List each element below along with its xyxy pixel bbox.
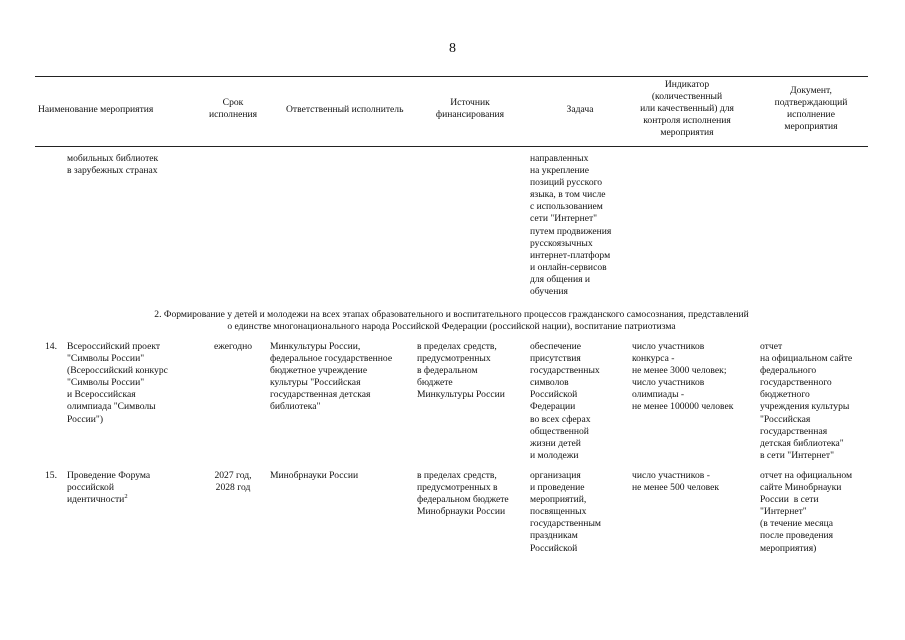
page-number: 8 bbox=[449, 41, 456, 56]
cell-funding: в пределах средств, предусмотренных в федеральном бюджете Минобрнауки России bbox=[417, 470, 509, 518]
cell-executor: Минкультуры России, федеральное государственное бюджетное учреждение культуры "Российская государственная детская библиотека" bbox=[270, 341, 393, 413]
row-number: 14. bbox=[45, 341, 57, 352]
cell-document: отчет на официальном сайте Минобрнауки России в сети "Интернет" (в течение месяца после проведения мероприятия) bbox=[760, 470, 853, 554]
footnote-marker: 2 bbox=[124, 493, 128, 500]
cell-funding: в пределах средств, предусмотренных в федеральном бюджете Минкультуры России bbox=[417, 341, 505, 401]
table-top-rule bbox=[35, 76, 868, 77]
header-deadline: Срок исполнения bbox=[208, 97, 258, 121]
cell-name bbox=[67, 470, 150, 506]
header-task: Задача bbox=[566, 104, 594, 115]
header-indicator: Индикатор (количественный или качественный) для контроля исполнения мероприятия bbox=[640, 79, 734, 139]
cell-document: отчет на официальном сайте федерального государственного бюджетного учреждения культуры "Российская государственная детская библиотека" в сети "Интернет" bbox=[760, 341, 853, 461]
header-document: Документ, подтверждающий исполнение мероприятия bbox=[774, 85, 848, 133]
cell-deadline: ежегодно bbox=[213, 341, 253, 352]
header-funding: Источник финансирования bbox=[435, 97, 505, 121]
cell-name: Всероссийский проект "Символы России" (Всероссийский конкурс "Символы России" и Всероссийская олимпиада "Символы России") bbox=[67, 341, 168, 425]
cell-deadline: 2027 год, 2028 год bbox=[214, 470, 252, 494]
cell-task: направленных на укрепление позиций русского языка, в том числе с использованием сети "Интернет" путем продвижения русскоязычных интернет-платформ и онлайн-сервисов для общения и обучения bbox=[530, 153, 612, 298]
section-heading-line1: 2. Формирование у детей и молодежи на всех этапах образовательного и воспитательного процессов гражданского самосознания, представлений bbox=[154, 309, 749, 320]
row-number: 15. bbox=[45, 470, 57, 481]
cell-name: мобильных библиотек в зарубежных странах bbox=[67, 153, 159, 177]
cell-indicator: число участников конкурса - не менее 3000 человек; число участников олимпиады - не менее 100000 человек bbox=[632, 341, 734, 413]
cell-name-text: Проведение Форума российской идентичности bbox=[67, 470, 151, 506]
header-bottom-rule bbox=[35, 146, 868, 147]
section-heading-line2: о единстве многонационального народа Российской Федерации (российской нации), воспитание патриотизма bbox=[227, 321, 676, 332]
header-name: Наименование мероприятия bbox=[38, 104, 154, 115]
header-executor: Ответственный исполнитель bbox=[286, 104, 404, 115]
cell-indicator: число участников - не менее 500 человек bbox=[632, 470, 720, 494]
cell-task: организация и проведение мероприятий, посвященных государственным праздникам Российской bbox=[530, 470, 601, 554]
cell-executor: Минобрнауки России bbox=[270, 470, 359, 481]
cell-task: обеспечение присутствия государственных символов Российской Федерации во всех сферах общественной жизни детей и молодежи bbox=[530, 341, 600, 461]
